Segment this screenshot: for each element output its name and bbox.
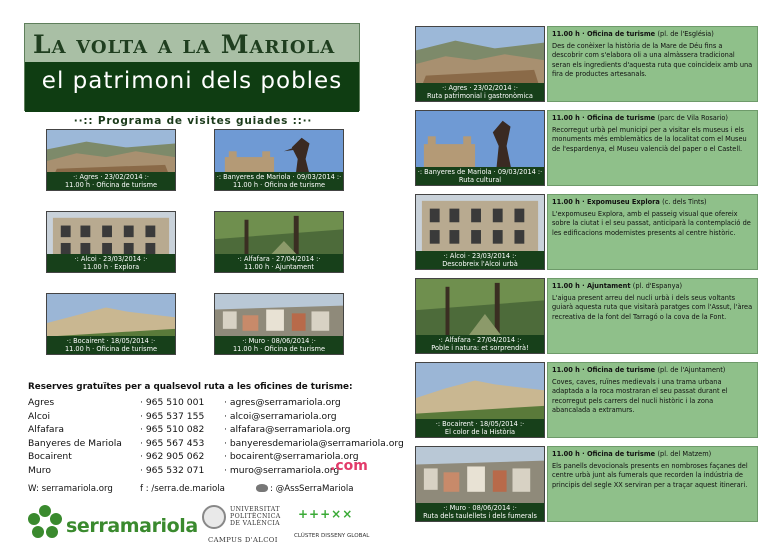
serramariola-logo: serramariola bbox=[66, 515, 198, 537]
sponsor-logos bbox=[24, 503, 370, 549]
route-description: 11.00 h · Oficina de turisme (parc de Vila Rosario) Recorregut urbà pel municipi per a visitar els museus i els monuments més emblemàtics de la localitat com el Museu de l'espardenya, el Museu valencià del paper o el Castell. bbox=[547, 110, 758, 186]
phone-link[interactable]: · 965 537 155 bbox=[140, 410, 205, 422]
route-bocairent bbox=[413, 361, 758, 439]
route-description: 11.00 h · Oficina de turisme (pl. de l'Església) Des de conèixer la història de la Mare de Déu fins a descobrir com s'elabora oli a una almàssera tradicional seran els ingredients d'aquesta ruta que coincideix amb una fira de productes artesanals. bbox=[547, 26, 758, 102]
email-link[interactable]: · agres@serramariola.org bbox=[224, 397, 341, 408]
twitter-icon bbox=[256, 484, 268, 492]
card-caption: ·: Muro · 08/06/2014 :· 11.00 h · Oficina de turisme bbox=[215, 336, 343, 354]
route-photo: ·: Bocairent · 18/05/2014 :· El color de la Història bbox=[415, 362, 545, 438]
route-description: 11.00 h · Expomuseu Explora (c. dels Tints) L'expomuseu Explora, amb el passeig visual que ofereix sobre la ciutat i el seu passat, anticiparà la contemplació de les edificacions modernistes presents al centre històric. bbox=[547, 194, 758, 270]
serramariola-flower-icon bbox=[26, 503, 64, 541]
card-bocairent bbox=[46, 293, 176, 355]
route-description: 11.00 h · Oficina de turisme (pl. del Matzem) Els panells devocionals presents en nombroses façanes del centre urbà junt als fumerals que recorden la indústria de principis del segle XX serviran per a traçar aquest itinerari. bbox=[547, 446, 758, 522]
route-alcoi bbox=[413, 193, 758, 271]
route-photo: ·: Agres · 23/02/2014 :· Ruta patrimonial i gastronòmica bbox=[415, 26, 545, 102]
title-banner bbox=[24, 23, 360, 111]
route-description: 11.00 h · Oficina de turisme (pl. de l'Ajuntament) Coves, caves, ruïnes medievals i una trama urbana adaptada a la roca mostraran el seu passat durant el recorregut pels carrers del nucli històric i la zona abancalada a extramurs. bbox=[547, 362, 758, 438]
left-page: La volta a la Mariola el patrimoni dels pobles ··:: Programa de visites guiades ::·· ·: Agres · 23/02/2014 :· 11.00 h · Oficina de turisme ·: Banyeres de Mariola · 09/03/2014 :· 11.00 h · Oficina de turisme ·: Alcoi · 23/03/2014 :· 11.00 h · Explora ·: Alfafara · 27/04/2014 :· 11.00 h · Ajuntament ·: Bocairent · 18/05/2014 :· 11.00 h · Oficina de turisme ·: Muro · 08/06/2014 :· 11.00 h · Oficina de turisme Reserves gratuïtes per a qualsevol ruta a les oficines de turisme: Agres · 965 510 001 · agres@serramariola.org Alcoi · 965 537 155 · alcoi@serramariola.org Alfafara · 965 510 082 · alfafara@serramariola.org Banyeres de Mariola · 965 567 453 · banyeresdemariola@serramariola.org Bocairent · 962 905 062 · bocairent@serramariola.org Muro · 965 532 071 · muro@serramariola.org .com W: serramariola.org f : /serra.de.mariola : @AssSerraMariola serramariola UNIVERSITAT POLITÈCNICA DE VALÈNCIA CAMPUS D'ALCOI +++×× CLÚSTER DISSENY GLOBAL bbox=[18, 18, 368, 532]
page-title: La volta a la Mariola bbox=[33, 30, 336, 59]
facebook-link[interactable]: f : /serra.de.mariola bbox=[140, 484, 225, 494]
card-agres bbox=[46, 129, 176, 191]
page-subtitle: el patrimoni dels pobles bbox=[41, 68, 343, 94]
phone-link[interactable]: · 965 510 082 bbox=[140, 424, 205, 436]
phone-link[interactable]: · 965 567 453 bbox=[140, 437, 205, 449]
email-link[interactable]: · alfafara@serramariola.org bbox=[224, 424, 351, 436]
dotcom-badge: .com bbox=[330, 458, 368, 474]
card-alcoi bbox=[46, 211, 176, 273]
card-banyeres bbox=[214, 129, 344, 191]
phone-link[interactable]: · 965 532 071 bbox=[140, 464, 205, 476]
route-description: 11.00 h · Ajuntament (pl. d'Espanya) L'aigua present arreu del nucli urbà i dels seus voltants guiarà aquesta ruta que visitarà paratges com l'Assut, l'àrea recreativa de la font del Tarragó o la cova de la Font. bbox=[547, 278, 758, 354]
social-links bbox=[28, 484, 358, 496]
phone-link[interactable]: · 965 510 001 bbox=[140, 397, 205, 408]
upv-seal-icon bbox=[202, 505, 226, 529]
email-link[interactable]: · bocairent@serramariola.org bbox=[224, 451, 359, 463]
email-link[interactable]: · banyeresdemariola@serramariola.org bbox=[224, 437, 404, 449]
route-agres bbox=[413, 25, 758, 103]
card-muro bbox=[214, 293, 344, 355]
route-banyeres bbox=[413, 109, 758, 187]
route-alfafara bbox=[413, 277, 758, 355]
route-photo: ·: Alcoi · 23/03/2014 :· Descobreix l'Alcoi urbà bbox=[415, 194, 545, 270]
card-caption: ·: Bocairent · 18/05/2014 :· 11.00 h · Oficina de turisme bbox=[47, 336, 175, 354]
program-heading: ··:: Programa de visites guiades ::·· bbox=[73, 115, 313, 127]
email-link[interactable]: · muro@serramariola.org bbox=[224, 464, 340, 476]
card-caption: ·: Alfafara · 27/04/2014 :· 11.00 h · Ajuntament bbox=[215, 254, 343, 272]
upv-logo: UNIVERSITAT POLITÈCNICA DE VALÈNCIA CAMPUS D'ALCOI bbox=[202, 503, 292, 549]
card-caption: ·: Alcoi · 23/03/2014 :· 11.00 h · Explora bbox=[47, 254, 175, 272]
twitter-link[interactable]: : @AssSerraMariola bbox=[256, 484, 354, 494]
reservations-title: Reserves gratuïtes per a qualsevol ruta a les oficines de turisme: bbox=[28, 382, 353, 392]
cluster-logo: +++×× CLÚSTER DISSENY GLOBAL bbox=[294, 507, 370, 539]
route-photo: ·: Banyeres de Mariola · 09/03/2014 :· Ruta cultural bbox=[415, 110, 545, 186]
route-photo: ·: Alfafara · 27/04/2014 :· Poble i natura: et sorprendrà! bbox=[415, 278, 545, 354]
email-link[interactable]: · alcoi@serramariola.org bbox=[224, 410, 337, 422]
route-photo: ·: Muro · 08/06/2014 :· Ruta dels taulellets i dels fumerals bbox=[415, 446, 545, 522]
card-caption: ·: Agres · 23/02/2014 :· 11.00 h · Oficina de turisme bbox=[47, 172, 175, 190]
route-muro bbox=[413, 445, 758, 523]
card-alfafara bbox=[214, 211, 344, 273]
phone-link[interactable]: · 962 905 062 bbox=[140, 451, 205, 463]
website-link[interactable]: W: serramariola.org bbox=[28, 484, 113, 494]
right-page bbox=[413, 25, 758, 530]
card-caption: ·: Banyeres de Mariola · 09/03/2014 :· 11.00 h · Oficina de turisme bbox=[216, 173, 342, 189]
